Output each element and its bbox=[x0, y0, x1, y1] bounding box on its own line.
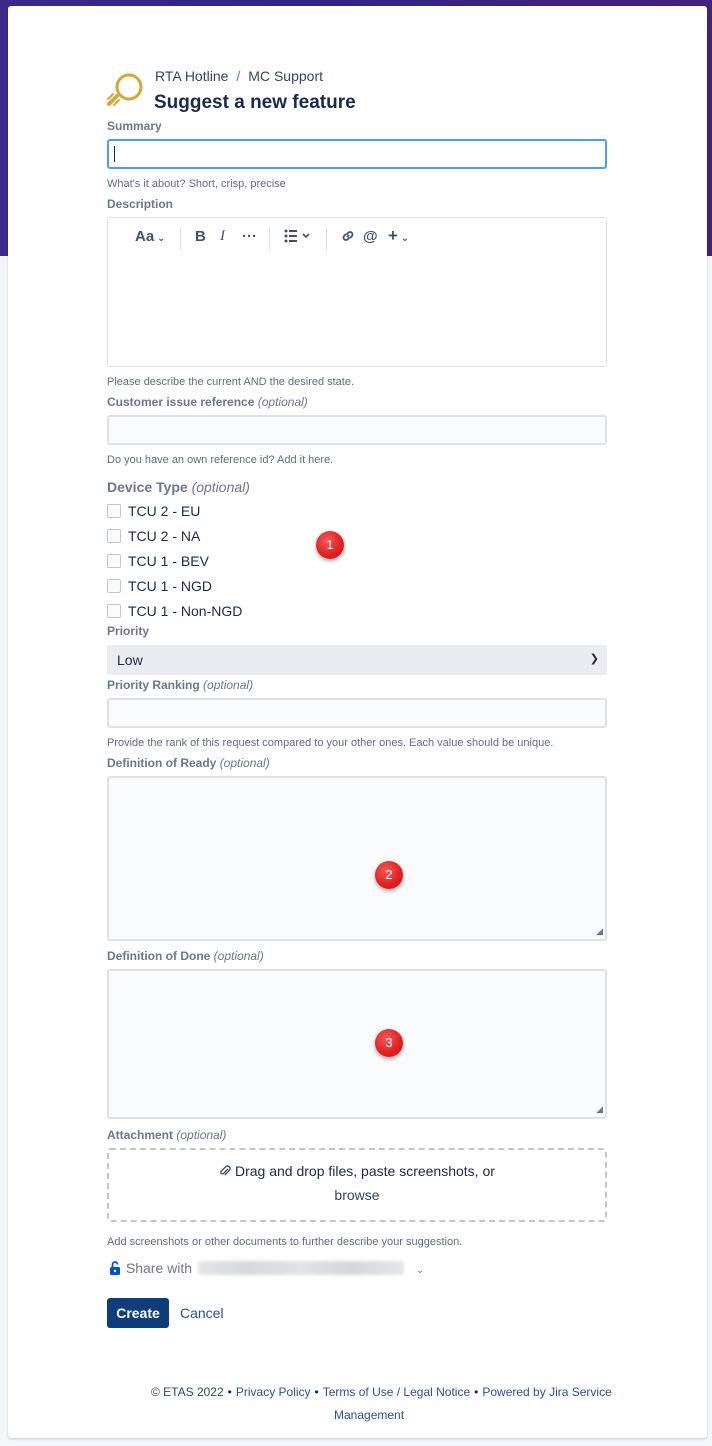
breadcrumb bbox=[155, 68, 323, 84]
definition-done-textarea[interactable] bbox=[107, 969, 607, 1119]
device-type-label-text: Device Type bbox=[107, 479, 188, 495]
create-button[interactable]: Create bbox=[107, 1298, 169, 1328]
optional-tag: (optional) bbox=[213, 949, 264, 963]
customer-ref-label bbox=[107, 395, 308, 409]
dropzone-text-line bbox=[109, 1163, 605, 1179]
powered-by-link[interactable]: Powered by Jira Service bbox=[482, 1385, 612, 1399]
optional-tag: (optional) bbox=[191, 479, 250, 495]
attachment-label-text: Attachment bbox=[107, 1128, 174, 1142]
link-button[interactable] bbox=[340, 228, 356, 248]
priority-select[interactable] bbox=[107, 645, 607, 675]
description-help: Please describe the current AND the desired state. bbox=[107, 376, 355, 388]
link-icon bbox=[340, 228, 356, 244]
unlock-icon bbox=[108, 1260, 126, 1276]
insert-button[interactable] bbox=[388, 226, 409, 246]
definition-done-label-text: Definition of Done bbox=[107, 949, 211, 963]
resize-handle-icon[interactable]: ◢ bbox=[596, 926, 603, 936]
more-formatting-button[interactable]: ··· bbox=[242, 228, 257, 245]
privacy-policy-link[interactable]: Privacy Policy bbox=[235, 1385, 311, 1399]
breadcrumb-mc-support[interactable]: MC Support bbox=[248, 68, 323, 84]
resize-handle-icon[interactable]: ◢ bbox=[596, 1104, 603, 1114]
redacted-organization bbox=[198, 1261, 404, 1275]
cancel-button[interactable]: Cancel bbox=[180, 1305, 224, 1321]
priority-ranking-input[interactable] bbox=[107, 698, 607, 728]
definition-ready-label bbox=[107, 756, 270, 770]
annotation-badge-1: 1 bbox=[316, 531, 344, 559]
checkbox-box[interactable] bbox=[107, 579, 121, 593]
customer-ref-input[interactable] bbox=[107, 415, 607, 445]
annotation-badge-2: 2 bbox=[375, 861, 403, 889]
priority-ranking-label-text: Priority Ranking bbox=[107, 678, 200, 692]
checkbox-box[interactable] bbox=[107, 554, 121, 568]
priority-ranking-label bbox=[107, 678, 253, 692]
chevron-down-icon: ⌄ bbox=[397, 233, 410, 244]
breadcrumb-separator: / bbox=[236, 68, 241, 84]
text-style-label: Aa bbox=[135, 228, 155, 245]
priority-label: Priority bbox=[107, 624, 150, 638]
lightbulb-icon bbox=[105, 70, 147, 112]
attachment-dropzone[interactable] bbox=[107, 1148, 607, 1222]
bullet-list-icon bbox=[284, 228, 314, 244]
checkbox-label: TCU 2 - NA bbox=[128, 528, 201, 544]
optional-tag: (optional) bbox=[176, 1128, 227, 1142]
chevron-down-icon: ⌄ bbox=[415, 1265, 425, 1276]
device-type-label bbox=[107, 479, 250, 495]
checkbox-tcu2-eu[interactable] bbox=[107, 503, 200, 521]
summary-label: Summary bbox=[107, 119, 162, 133]
checkbox-label: TCU 1 - BEV bbox=[128, 553, 209, 569]
checkbox-tcu1-non-ngd[interactable] bbox=[107, 603, 242, 621]
summary-help: What's it about? Short, crisp, precise bbox=[107, 178, 286, 190]
share-with-label: Share with bbox=[125, 1260, 193, 1276]
terms-link[interactable]: Terms of Use / Legal Notice bbox=[322, 1385, 471, 1399]
toolbar-divider bbox=[326, 228, 327, 250]
definition-done-label bbox=[107, 949, 264, 963]
text-style-button[interactable] bbox=[135, 228, 165, 245]
toolbar-divider bbox=[180, 228, 181, 250]
description-editor[interactable] bbox=[107, 217, 607, 367]
checkbox-tcu2-na[interactable] bbox=[107, 528, 200, 546]
mention-button[interactable]: @ bbox=[363, 228, 378, 245]
optional-tag: (optional) bbox=[203, 678, 254, 692]
toolbar-divider bbox=[269, 228, 270, 250]
checkbox-tcu1-ngd[interactable] bbox=[107, 578, 212, 596]
checkbox-box[interactable] bbox=[107, 604, 121, 618]
customer-ref-help: Do you have an own reference id? Add it here. bbox=[107, 454, 334, 466]
breadcrumb-rta-hotline[interactable]: RTA Hotline bbox=[155, 68, 229, 84]
definition-ready-textarea[interactable] bbox=[107, 776, 607, 941]
paperclip-icon bbox=[219, 1163, 235, 1179]
optional-tag: (optional) bbox=[257, 395, 308, 409]
priority-ranking-help: Provide the rank of this request compared to your other ones. Each value should be unique. bbox=[107, 737, 554, 749]
annotation-badge-3: 3 bbox=[375, 1029, 403, 1057]
chevron-down-icon: ❯ bbox=[589, 653, 599, 665]
browse-link[interactable]: browse bbox=[334, 1187, 380, 1203]
footer-line-2 bbox=[334, 1408, 404, 1422]
italic-button[interactable]: I bbox=[220, 228, 225, 244]
checkbox-label: TCU 1 - NGD bbox=[128, 578, 212, 594]
footer-copyright: © ETAS 2022 bbox=[151, 1385, 224, 1399]
description-label: Description bbox=[107, 197, 174, 211]
bold-button[interactable]: B bbox=[195, 228, 206, 245]
checkbox-box[interactable] bbox=[107, 529, 121, 543]
attachment-help: Add screenshots or other documents to further describe your suggestion. bbox=[107, 1236, 463, 1248]
chevron-down-icon: ⌄ bbox=[154, 233, 166, 244]
summary-input[interactable] bbox=[107, 139, 607, 169]
priority-selected-value: Low bbox=[117, 652, 143, 668]
powered-by-link-continued[interactable]: Management bbox=[334, 1408, 405, 1422]
text-caret bbox=[114, 146, 115, 162]
checkbox-box[interactable] bbox=[107, 504, 121, 518]
checkbox-tcu1-bev[interactable] bbox=[107, 553, 209, 571]
attachment-label bbox=[107, 1128, 226, 1142]
definition-ready-label-text: Definition of Ready bbox=[107, 756, 217, 770]
page-title: Suggest a new feature bbox=[154, 92, 356, 113]
checkbox-label: TCU 2 - EU bbox=[128, 503, 201, 519]
plus-icon: + bbox=[388, 226, 398, 245]
dropzone-text: Drag and drop files, paste screenshots, or bbox=[234, 1163, 495, 1179]
checkbox-label: TCU 1 - Non-NGD bbox=[128, 603, 243, 619]
bullet-list-button[interactable] bbox=[284, 228, 314, 248]
footer-line: © ETAS 2022 • Privacy Policy • Terms of Use / Legal Notice • Powered by Jira Service bbox=[151, 1385, 612, 1399]
optional-tag: (optional) bbox=[219, 756, 270, 770]
customer-ref-label-text: Customer issue reference bbox=[107, 395, 255, 409]
editor-toolbar bbox=[108, 218, 606, 260]
share-with-selector[interactable] bbox=[108, 1260, 424, 1276]
